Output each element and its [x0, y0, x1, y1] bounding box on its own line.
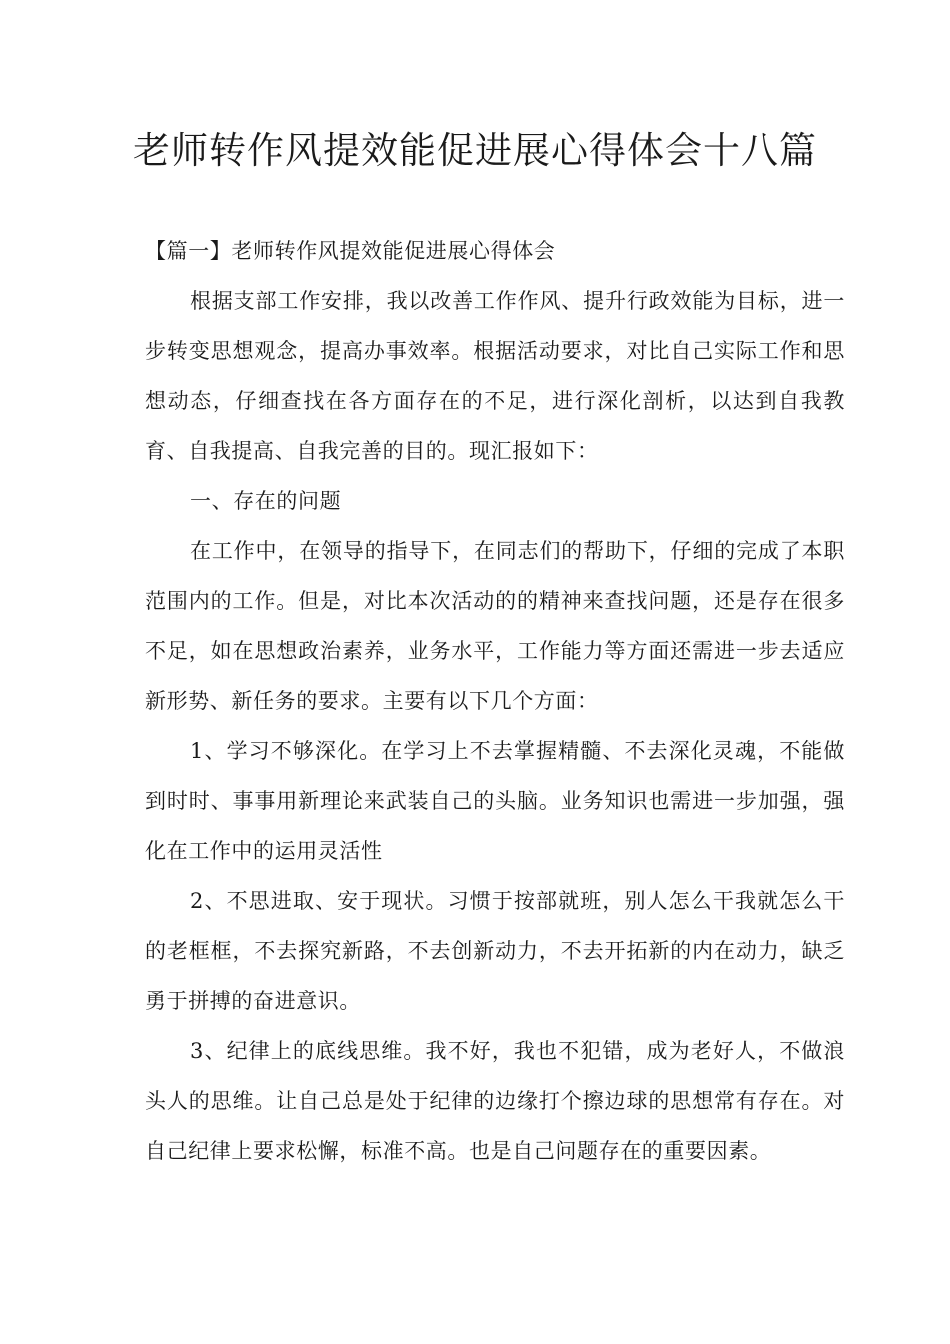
- paragraph-item-1: 1、学习不够深化。在学习上不去掌握精髓、不去深化灵魂，不能做到时时、事事用新理论来武装自己的头脑。业务知识也需进一步加强，强化在工作中的运用灵活性: [145, 739, 845, 863]
- document-title: 老师转作风提效能促进展心得体会十八篇: [133, 129, 817, 172]
- paragraph-intro: 根据支部工作安排，我以改善工作作风、提升行政效能为目标，进一步转变思想观念，提高办事效率。根据活动要求，对比自己实际工作和思想动态，仔细查找在各方面存在的不足，进行深化剖析，以达到自我教育、自我提高、自我完善的目的。现汇报如下：: [145, 289, 845, 463]
- section-heading: 【篇一】老师转作风提效能促进展心得体会: [145, 239, 556, 263]
- subheading-problems: 一、存在的问题: [190, 489, 342, 513]
- paragraph-problems-overview: 在工作中，在领导的指导下，在同志们的帮助下，仔细的完成了本职范围内的工作。但是，对比本次活动的的精神来查找问题，还是存在很多不足，如在思想政治素养，业务水平，工作能力等方面还需进一步去适应新形势、新任务的要求。主要有以下几个方面：: [145, 539, 845, 713]
- paragraph-item-2: 2、不思进取、安于现状。习惯于按部就班，别人怎么干我就怎么干的老框框，不去探究新路，不去创新动力，不去开拓新的内在动力，缺乏勇于拼搏的奋进意识。: [145, 889, 845, 1013]
- paragraph-item-3: 3、纪律上的底线思维。我不好，我也不犯错，成为老好人，不做浪头人的思维。让自己总是处于纪律的边缘打个擦边球的思想常有存在。对自己纪律上要求松懈，标准不高。也是自己问题存在的重要因素。: [145, 1039, 845, 1163]
- document-body: [145, 226, 845, 1176]
